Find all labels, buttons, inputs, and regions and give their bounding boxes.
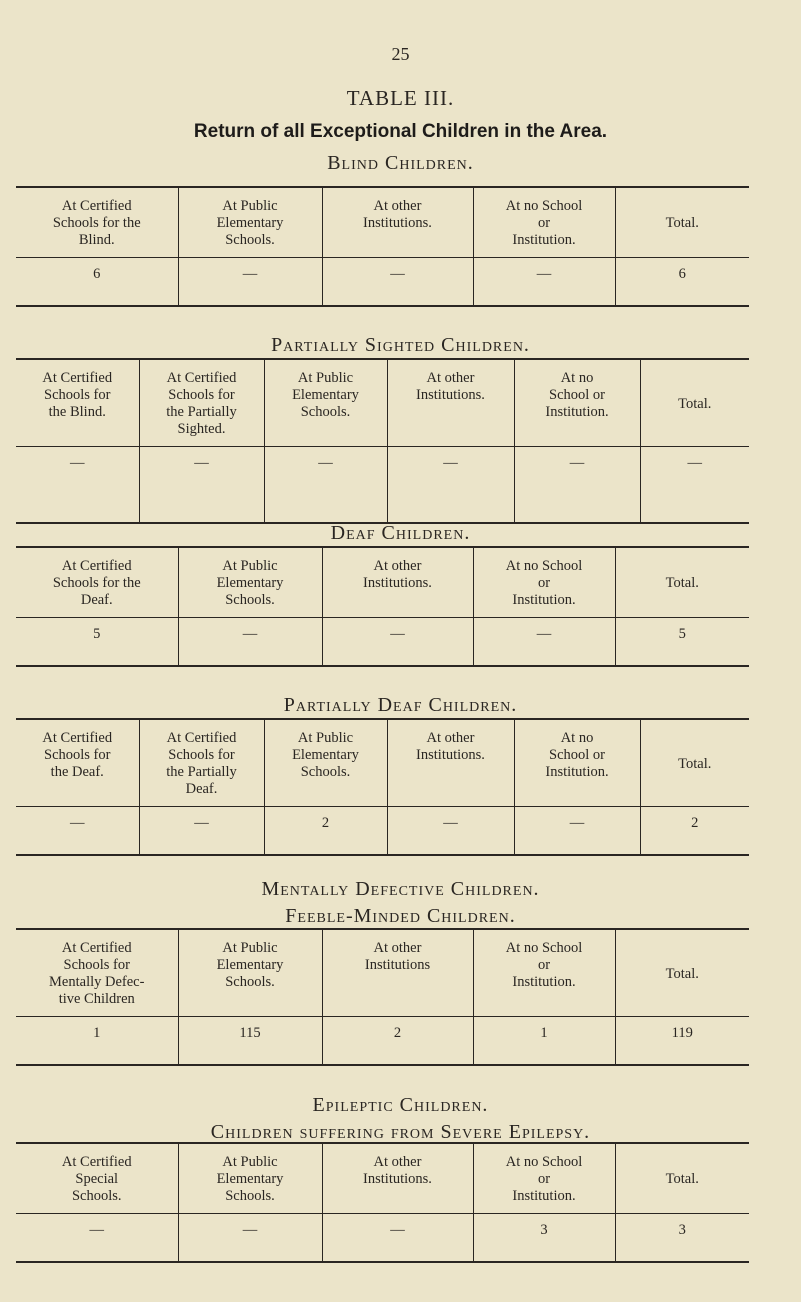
column-header: At other Institutions. [387,359,514,447]
value-cell: — [139,447,264,523]
page-number: 25 [391,44,410,64]
column-header: Total. [615,1143,749,1214]
column-header: At Certified Schools for the Deaf. [16,719,139,807]
section-title-mentally-defective: Mentally Defective Children. [261,878,540,900]
column-header: At no School or Institution. [473,547,615,618]
column-header: At Public Elementary Schools. [178,929,322,1017]
value-cell: — [514,807,640,855]
value-cell: — [473,258,615,306]
column-header: At Certified Schools for the Deaf. [16,547,178,618]
table-title: TABLE III. [346,86,455,110]
value-cell: — [387,807,514,855]
value-cell: 5 [93,626,101,642]
section-title-partially-deaf: Partially Deaf Children. [283,694,518,716]
value-cell: 115 [178,1017,322,1065]
table-partially-sighted [16,358,749,524]
value-cell: 3 [473,1214,615,1262]
value-cell: — [178,618,322,666]
section-title-deaf: Deaf Children. [330,522,471,544]
table-subtitle: Return of all Exceptional Children in the Area. [193,121,608,142]
value-cell: — [640,447,749,523]
table-mentally-defective [16,928,749,1066]
value-cell: — [70,815,85,831]
value-cell: — [178,258,322,306]
table-partially-deaf [16,718,749,856]
column-header: At Certified Schools for the Blind. [16,359,139,447]
value-cell: 119 [615,1017,749,1065]
table-blind [16,186,749,307]
column-header: Total. [640,719,749,807]
section-title-blind: Blind Children. [327,152,474,174]
section-title-severe-epilepsy: Children suffering from Severe Epilepsy. [210,1121,591,1143]
column-header: At Certified Schools for the Blind. [16,187,178,258]
column-header: At other Institutions [322,929,473,1017]
column-header: At other Institutions. [322,187,473,258]
value-cell: 6 [615,258,749,306]
value-cell: 3 [615,1214,749,1262]
column-header: At Public Elementary Schools. [178,1143,322,1214]
column-header: At Certified Schools for the Partially Deaf. [139,719,264,807]
column-header: At Certified Schools for the Partially Sighted. [139,359,264,447]
value-cell: 1 [473,1017,615,1065]
section-title-feeble-minded: Feeble-Minded Children. [285,905,516,927]
value-cell: — [322,618,473,666]
value-cell: — [264,447,387,523]
column-header: At other Institutions. [322,547,473,618]
value-cell: 6 [93,266,101,282]
section-title-epileptic: Epileptic Children. [312,1094,489,1116]
column-header: At Certified Special Schools. [16,1143,178,1214]
column-header: At no School or Institution. [473,929,615,1017]
value-cell: — [178,1214,322,1262]
value-cell: — [139,807,264,855]
value-cell: 2 [640,807,749,855]
column-header: At no School or Institution. [514,719,640,807]
column-header: At Certified Schools for Mentally Defec- tive Children [16,929,178,1017]
section-title-partially-sighted: Partially Sighted Children. [271,334,530,356]
table-deaf [16,546,749,667]
value-cell: 1 [93,1025,101,1041]
column-header: At no School or Institution. [473,187,615,258]
column-header: At no School or Institution. [514,359,640,447]
column-header: Total. [615,929,749,1017]
value-cell: 2 [264,807,387,855]
column-header: At other Institutions. [322,1143,473,1214]
column-header: Total. [615,187,749,258]
column-header: Total. [615,547,749,618]
value-cell: 5 [615,618,749,666]
value-cell: — [322,258,473,306]
column-header: At Public Elementary Schools. [264,719,387,807]
value-cell: — [70,455,85,471]
column-header: At no School or Institution. [473,1143,615,1214]
column-header: At Public Elementary Schools. [178,547,322,618]
value-cell: — [387,447,514,523]
column-header: Total. [640,359,749,447]
value-cell: — [473,618,615,666]
column-header: At Public Elementary Schools. [178,187,322,258]
value-cell: — [514,447,640,523]
value-cell: 2 [322,1017,473,1065]
value-cell: — [89,1222,104,1238]
value-cell: — [322,1214,473,1262]
table-epileptic [16,1142,749,1263]
column-header: At other Institutions. [387,719,514,807]
column-header: At Public Elementary Schools. [264,359,387,447]
